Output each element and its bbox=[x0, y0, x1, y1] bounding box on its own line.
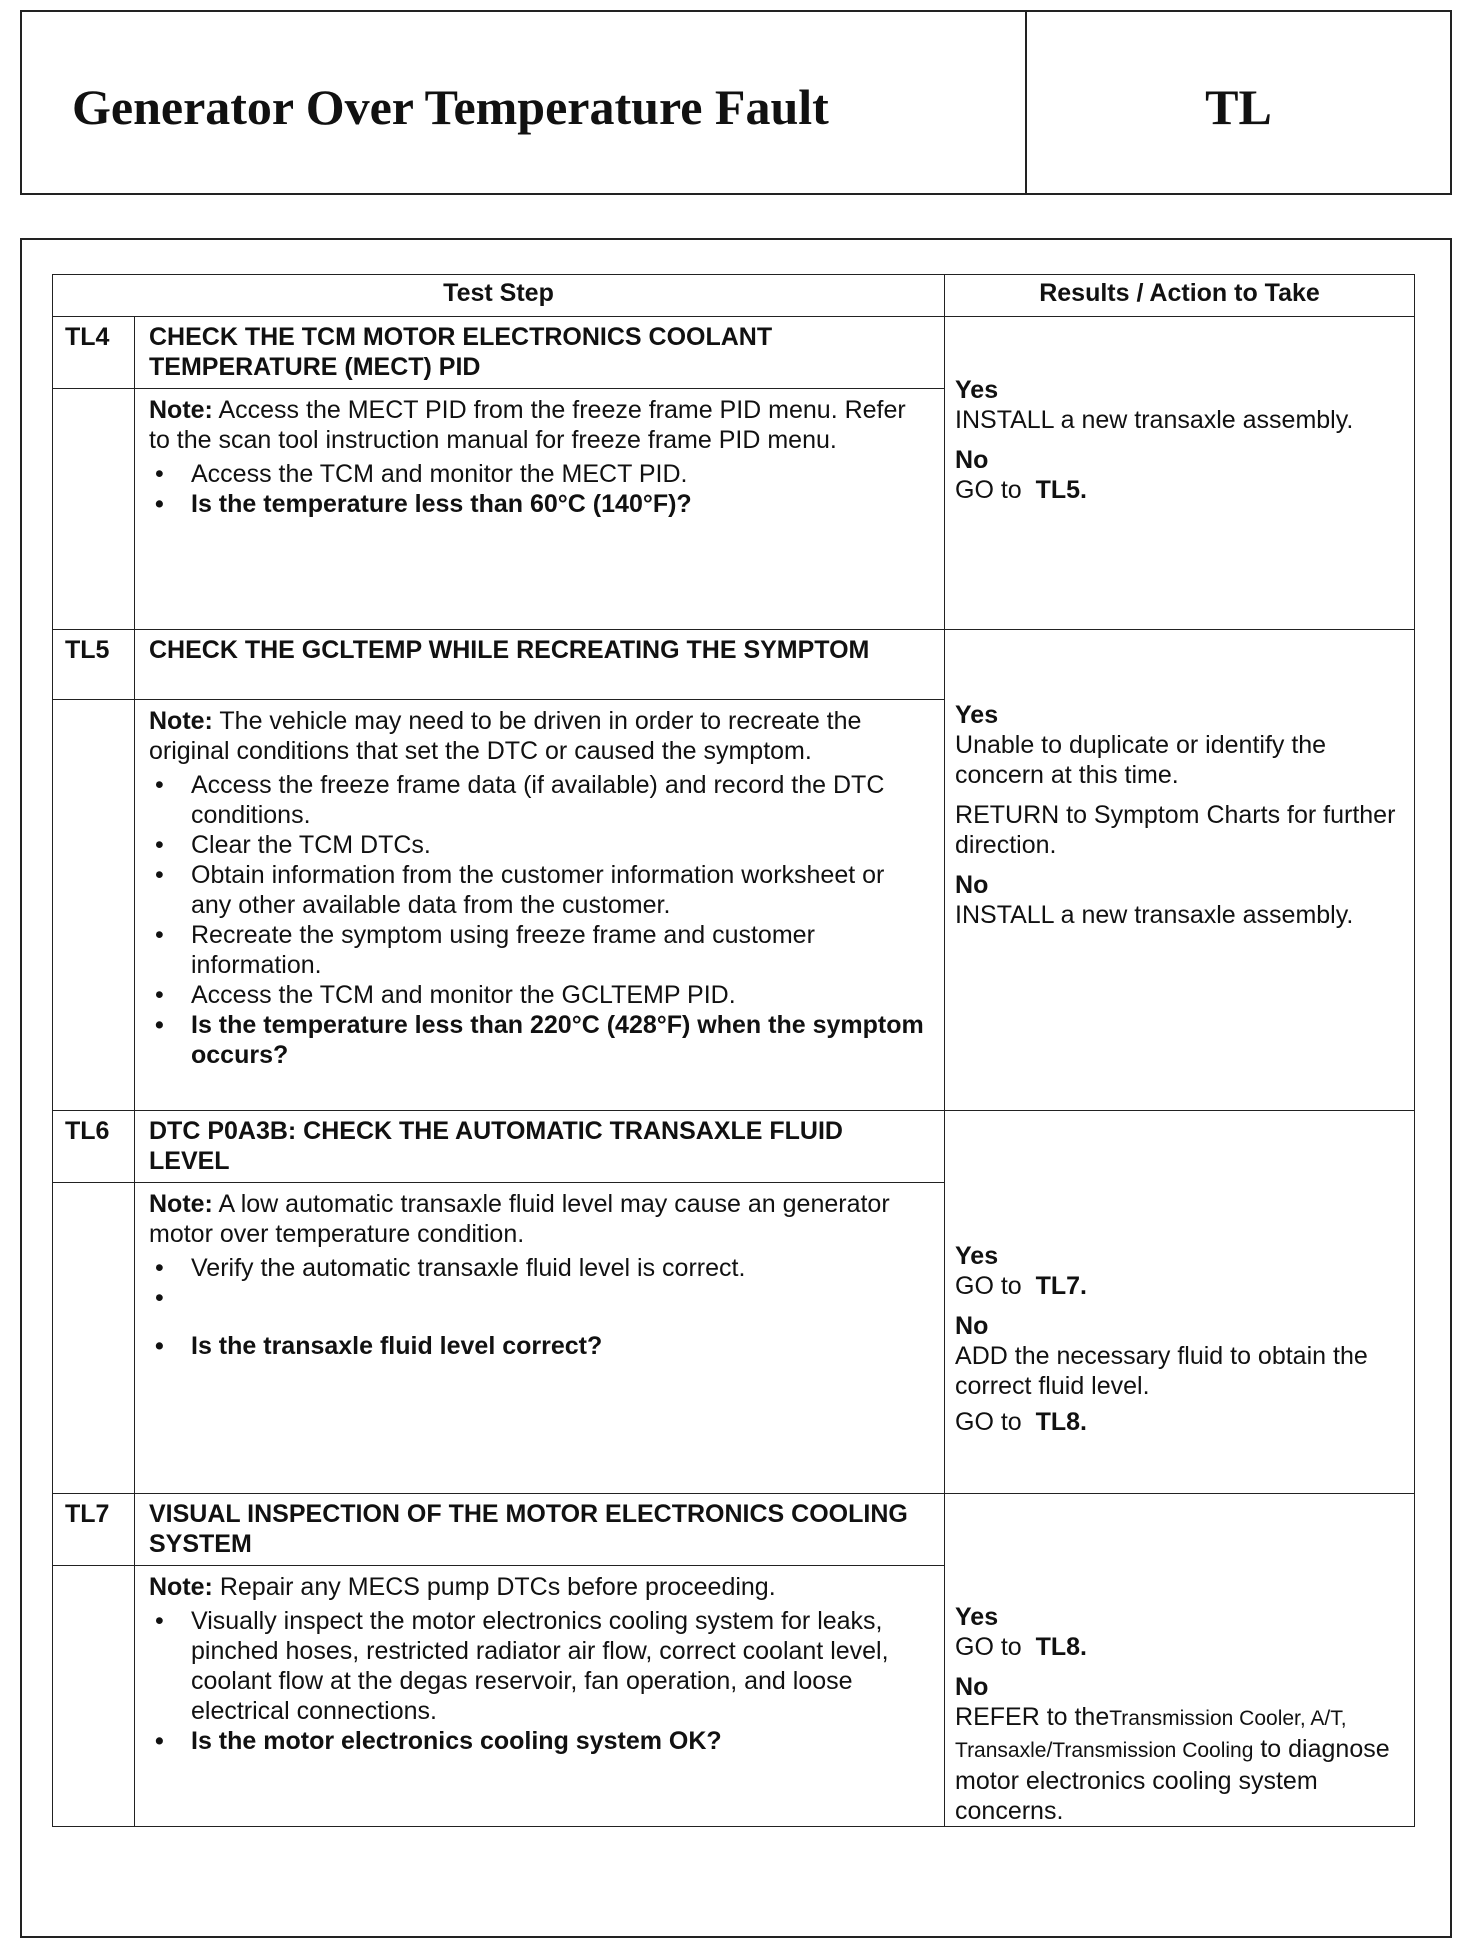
page-title: Generator Over Temperature Fault bbox=[72, 78, 829, 135]
section-code: TL bbox=[1205, 78, 1272, 135]
result-no-label: No bbox=[955, 446, 989, 474]
step-heading: CHECK THE GCLTEMP WHILE RECREATING THE SYMPTOM bbox=[135, 630, 945, 700]
step-id: TL7 bbox=[53, 1494, 135, 1566]
step-tl6-head-row bbox=[53, 1111, 1415, 1183]
result-yes-text-2: RETURN to Symptom Charts for further direction. bbox=[955, 801, 1396, 859]
page-header bbox=[20, 10, 1452, 195]
step-reference: TL8. bbox=[1035, 1408, 1088, 1436]
step-reference: TL7. bbox=[1035, 1272, 1088, 1300]
step-question: • Is the transaxle fluid level correct? bbox=[149, 1331, 930, 1361]
result-no-text: GO to TL5. bbox=[955, 476, 1088, 504]
result-yes-label: Yes bbox=[955, 701, 999, 729]
test-step-table bbox=[52, 274, 1415, 1827]
result-yes-text: GO to TL8. bbox=[955, 1633, 1088, 1661]
step-bullet: • Clear the TCM DTCs. bbox=[149, 830, 930, 860]
step-result bbox=[945, 630, 1415, 1111]
content-frame bbox=[20, 238, 1452, 1938]
title-cell bbox=[22, 12, 1027, 193]
code-cell bbox=[1027, 12, 1450, 193]
step-bullet: • Recreate the symptom using freeze frame and customer information. bbox=[149, 920, 930, 980]
step-tl5-head-row bbox=[53, 630, 1415, 700]
test-step-header: Test Step bbox=[53, 275, 945, 317]
step-bullet: • Obtain information from the customer information worksheet or any other available data from the customer. bbox=[149, 860, 930, 920]
step-reference: TL8. bbox=[1035, 1633, 1088, 1661]
step-body bbox=[135, 389, 945, 630]
step-body bbox=[135, 1566, 945, 1827]
cross-reference: Transmission Cooler, A/T, Transaxle/Transmission Cooling bbox=[955, 1707, 1347, 1762]
step-heading: DTC P0A3B: CHECK THE AUTOMATIC TRANSAXLE FLUID LEVEL bbox=[135, 1111, 945, 1183]
step-bullet: • Verify the automatic transaxle fluid level is correct. bbox=[149, 1253, 930, 1283]
result-yes-text: GO to TL7. bbox=[955, 1272, 1088, 1300]
step-id: TL4 bbox=[53, 317, 135, 389]
step-question: • Is the temperature less than 220°C (428°F) when the symptom occurs? bbox=[149, 1010, 930, 1070]
step-note: Note: Repair any MECS pump DTCs before proceeding. bbox=[149, 1573, 776, 1601]
step-body bbox=[135, 1183, 945, 1494]
step-question: • Is the temperature less than 60°C (140°F)? bbox=[149, 489, 930, 519]
result-yes-label: Yes bbox=[955, 1603, 999, 1631]
result-yes-text: INSTALL a new transaxle assembly. bbox=[955, 406, 1354, 434]
result-no-text: REFER to theTransmission Cooler, A/T, Transaxle/Transmission Cooling to diagnose motor electronics cooling system concerns. bbox=[955, 1703, 1390, 1825]
step-id: TL5 bbox=[53, 630, 135, 700]
result-yes-text: Unable to duplicate or identify the concern at this time. bbox=[955, 731, 1327, 789]
step-tl7-head-row bbox=[53, 1494, 1415, 1566]
step-note: Note: The vehicle may need to be driven in order to recreate the original conditions that set the DTC or caused the symptom. bbox=[149, 707, 862, 765]
step-bullet: • Visually inspect the motor electronics cooling system for leaks, pinched hoses, restricted radiator air flow, correct coolant level, coolant flow at the degas reservoir, fan operation, and loose electrical connections. bbox=[149, 1606, 930, 1726]
step-heading: CHECK THE TCM MOTOR ELECTRONICS COOLANT TEMPERATURE (MECT) PID bbox=[135, 317, 945, 389]
step-id: TL6 bbox=[53, 1111, 135, 1183]
step-tl4-head-row bbox=[53, 317, 1415, 389]
result-no-text: ADD the necessary fluid to obtain the correct fluid level. bbox=[955, 1342, 1368, 1400]
step-heading: VISUAL INSPECTION OF THE MOTOR ELECTRONICS COOLING SYSTEM bbox=[135, 1494, 945, 1566]
step-bullet: • Access the TCM and monitor the MECT PID. bbox=[149, 459, 930, 489]
result-no-label: No bbox=[955, 871, 989, 899]
step-reference: TL5. bbox=[1035, 476, 1088, 504]
table-header-row bbox=[53, 275, 1415, 317]
step-result bbox=[945, 1494, 1415, 1827]
step-result bbox=[945, 1111, 1415, 1494]
step-bullet: • Access the TCM and monitor the GCLTEMP PID. bbox=[149, 980, 930, 1010]
result-yes-label: Yes bbox=[955, 376, 999, 404]
step-bullet: • Access the freeze frame data (if available) and record the DTC conditions. bbox=[149, 770, 930, 830]
step-note: Note: A low automatic transaxle fluid level may cause an generator motor over temperature condition. bbox=[149, 1190, 890, 1248]
step-note: Note: Access the MECT PID from the freeze frame PID menu. Refer to the scan tool instruction manual for freeze frame PID menu. bbox=[149, 396, 906, 454]
result-no-label: No bbox=[955, 1312, 989, 1340]
step-result bbox=[945, 317, 1415, 630]
results-header: Results / Action to Take bbox=[945, 275, 1415, 317]
step-body bbox=[135, 700, 945, 1111]
result-no-text: INSTALL a new transaxle assembly. bbox=[955, 901, 1354, 929]
result-yes-label: Yes bbox=[955, 1242, 999, 1270]
result-no-label: No bbox=[955, 1673, 989, 1701]
result-no-text-2: GO to TL8. bbox=[955, 1408, 1088, 1436]
step-question: • Is the motor electronics cooling system OK? bbox=[149, 1726, 930, 1756]
